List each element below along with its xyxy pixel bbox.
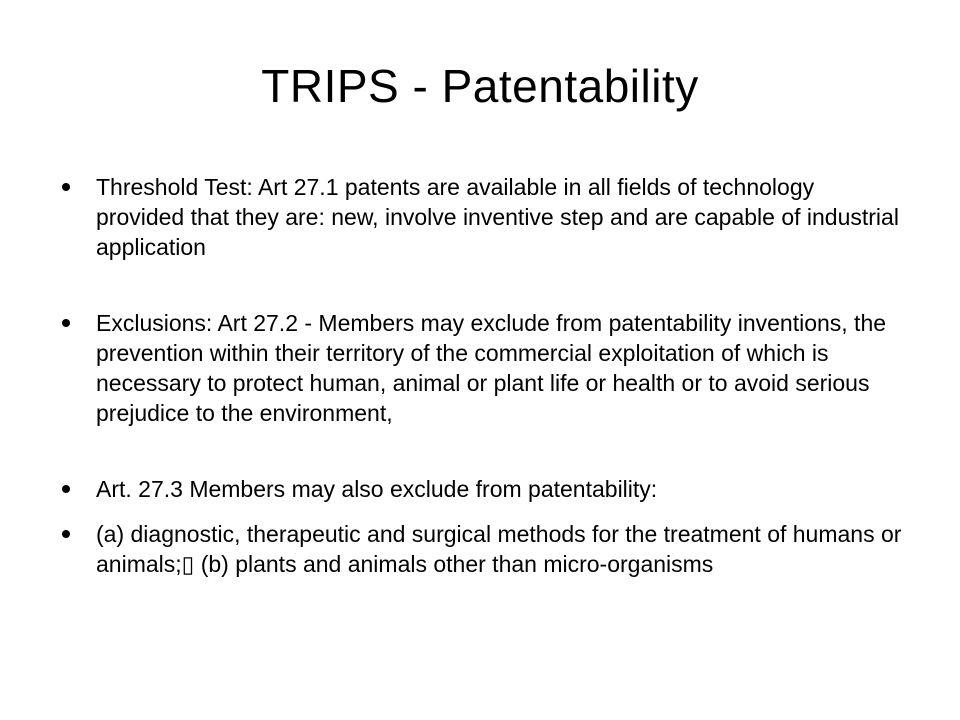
bullet-item-exclusions <box>62 308 902 428</box>
bullet-text: Threshold Test: Art 27.1 patents are available in all fields of technology provided that they are: new, involve inventive step and are capable of industrial application <box>96 174 899 260</box>
bullet-dot-icon <box>62 183 70 191</box>
bullet-item-methods-plants <box>62 519 902 579</box>
bullet-dot-icon <box>62 319 70 327</box>
bullet-dot-icon <box>62 530 70 538</box>
bullet-text: Exclusions: Art 27.2 - Members may exclude from patentability inventions, the prevention within their territory of the commercial exploitation of which is necessary to protect human, animal or plant life or health or to avoid serious prejudice to the environment, <box>96 310 887 426</box>
bullet-item-threshold-test <box>62 172 902 262</box>
bullet-text: Art. 27.3 Members may also exclude from patentability: <box>96 476 658 502</box>
bullet-text: (a) diagnostic, therapeutic and surgical methods for the treatment of humans or animals;▯ (b) plants and animals other than micro-organisms <box>96 521 902 577</box>
slide-title: TRIPS - Patentability <box>261 60 699 112</box>
bullet-list <box>62 172 902 579</box>
bullet-dot-icon <box>62 485 70 493</box>
bullet-item-art-27-3 <box>62 474 902 504</box>
